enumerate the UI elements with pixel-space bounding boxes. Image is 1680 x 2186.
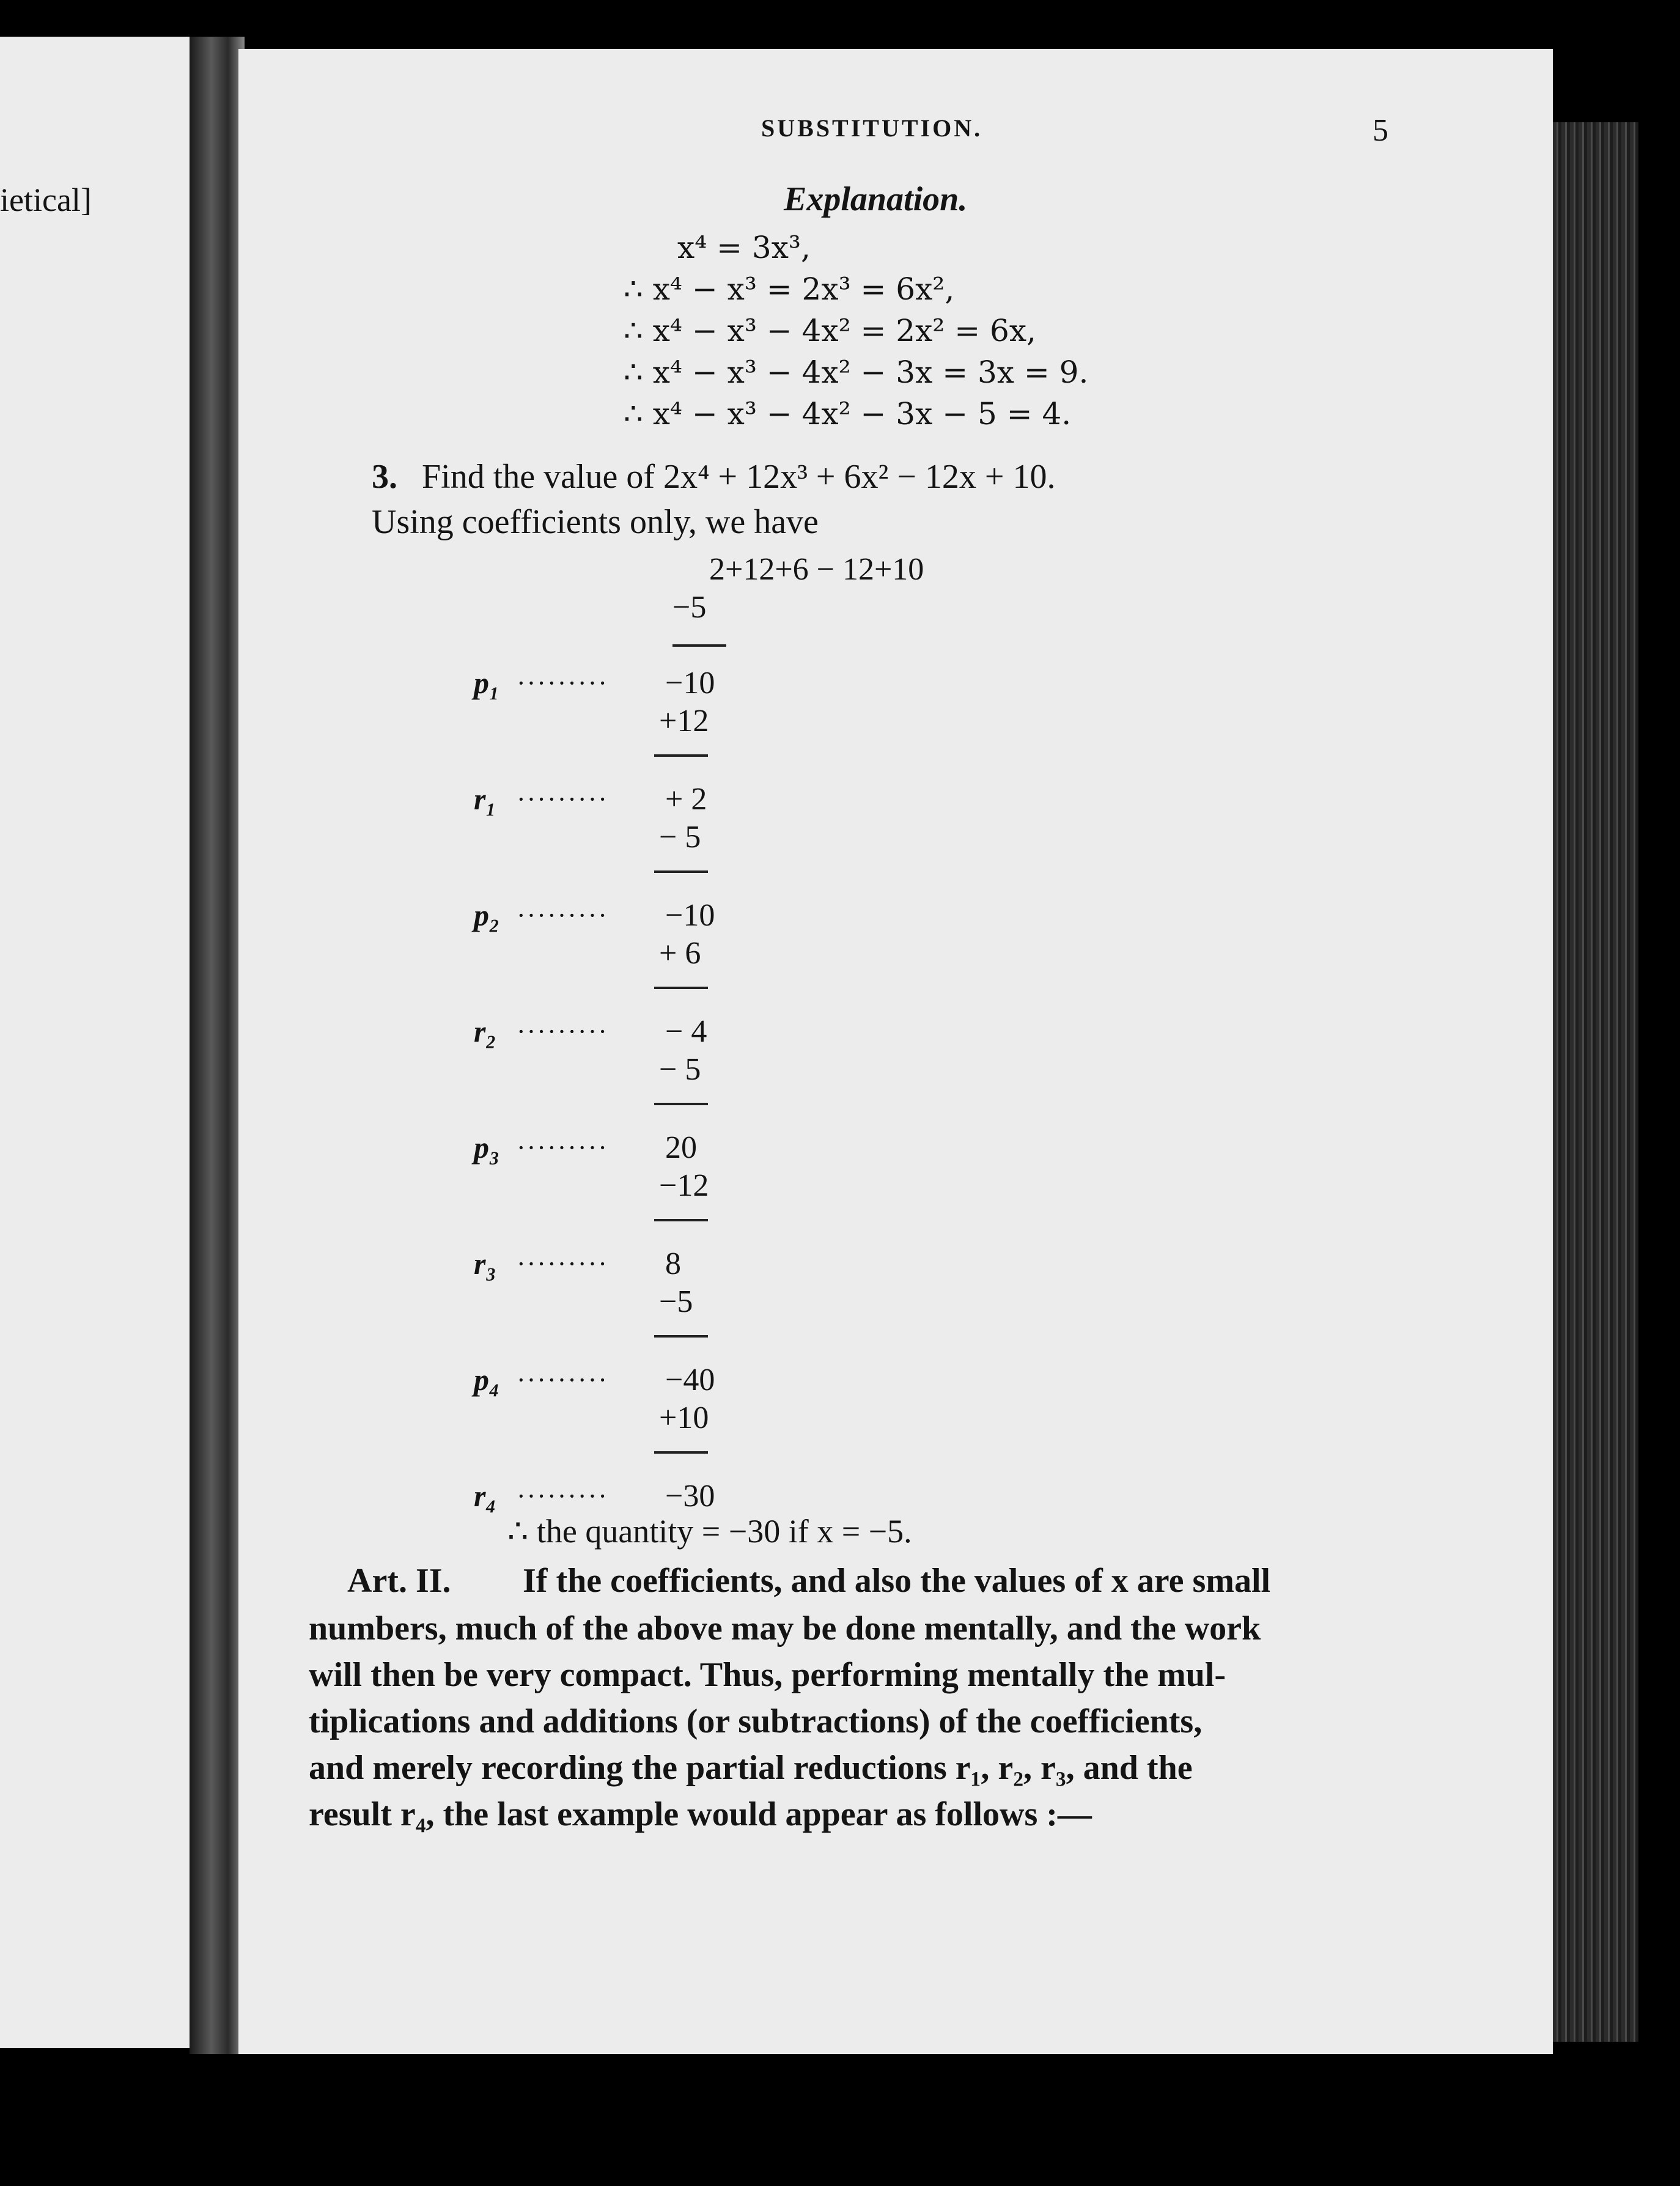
explanation-title: Explanation. <box>784 180 968 218</box>
multiplier: −5 <box>672 590 707 625</box>
explanation-line: ∴ x⁴ − x³ = 2x³ = 6x², <box>624 271 955 307</box>
step-addend: − 5 <box>659 820 701 855</box>
step-value: 8 <box>665 1246 681 1281</box>
step-value: −40 <box>665 1363 715 1397</box>
step-addend: −5 <box>659 1284 693 1319</box>
step-rule <box>654 1451 708 1454</box>
step-value: −10 <box>665 898 715 933</box>
article-line: tiplications and additions (or subtractions) of the coefficients, <box>309 1702 1203 1740</box>
step-leader-dots: ········· <box>517 900 608 930</box>
page-number: 5 <box>1372 113 1388 148</box>
step-leader-dots: ········· <box>517 1017 608 1047</box>
rule <box>672 644 726 647</box>
step-label: p₃ <box>474 1130 500 1165</box>
step-rule <box>654 754 708 757</box>
step-addend: +12 <box>659 704 709 738</box>
step-leader-dots: ········· <box>517 1249 608 1279</box>
step-label: r₁ <box>474 782 496 816</box>
step-label: p₄ <box>474 1363 500 1397</box>
explanation-line: ∴ x⁴ − x³ − 4x² = 2x² = 6x, <box>624 313 1036 348</box>
step-label: r₃ <box>474 1246 496 1281</box>
step-addend: −12 <box>659 1168 709 1203</box>
left-page-fragment: ietical] <box>0 182 92 218</box>
problem-intro: Using coefficients only, we have <box>372 503 819 541</box>
step-rule <box>654 987 708 989</box>
step-value: −10 <box>665 666 715 701</box>
conclusion: ∴ the quantity = −30 if x = −5. <box>507 1513 912 1550</box>
step-label: r₂ <box>474 1014 496 1048</box>
explanation-line: ∴ x⁴ − x³ − 4x² − 3x = 3x = 9. <box>624 355 1089 390</box>
step-addend: + 6 <box>659 936 701 971</box>
step-value: 20 <box>665 1130 697 1165</box>
step-leader-dots: ········· <box>517 1481 608 1511</box>
page-edges <box>1553 122 1638 2042</box>
article-line: numbers, much of the above may be done mentally, and the work <box>309 1610 1261 1647</box>
step-leader-dots: ········· <box>517 1365 608 1395</box>
step-value: − 4 <box>665 1014 707 1049</box>
step-addend: − 5 <box>659 1052 701 1087</box>
coefficient-row: 2+12+6 − 12+10 <box>709 552 924 587</box>
step-label: p₂ <box>474 898 500 932</box>
article-heading: Art. II. <box>347 1562 451 1600</box>
step-rule <box>654 1103 708 1105</box>
problem-statement: Find the value of 2x⁴ + 12x³ + 6x² − 12x + 10. <box>422 458 1056 496</box>
article-line: and merely recording the partial reductions r₁, r₂, r₃, and the <box>309 1749 1193 1787</box>
step-value: −30 <box>665 1479 715 1514</box>
article-line: result r₄, the last example would appear as follows :— <box>309 1795 1092 1833</box>
article-line: If the coefficients, and also the values of x are small <box>523 1562 1271 1600</box>
step-leader-dots: ········· <box>517 668 608 698</box>
running-title: SUBSTITUTION. <box>761 114 983 142</box>
problem-number: 3. <box>372 458 397 496</box>
step-leader-dots: ········· <box>517 1133 608 1163</box>
step-rule <box>654 1335 708 1338</box>
step-leader-dots: ········· <box>517 784 608 814</box>
article-line: will then be very compact. Thus, performing mentally the mul- <box>309 1656 1226 1694</box>
step-addend: +10 <box>659 1400 709 1435</box>
step-label: p₁ <box>474 666 500 700</box>
explanation-line: ∴ x⁴ − x³ − 4x² − 3x − 5 = 4. <box>624 396 1072 432</box>
left-page <box>0 37 198 2048</box>
explanation-line: x⁴ = 3x³, <box>677 230 811 265</box>
step-rule <box>654 870 708 873</box>
step-value: + 2 <box>665 782 707 817</box>
step-rule <box>654 1219 708 1221</box>
book-gutter <box>190 37 245 2054</box>
step-label: r₄ <box>474 1479 496 1513</box>
